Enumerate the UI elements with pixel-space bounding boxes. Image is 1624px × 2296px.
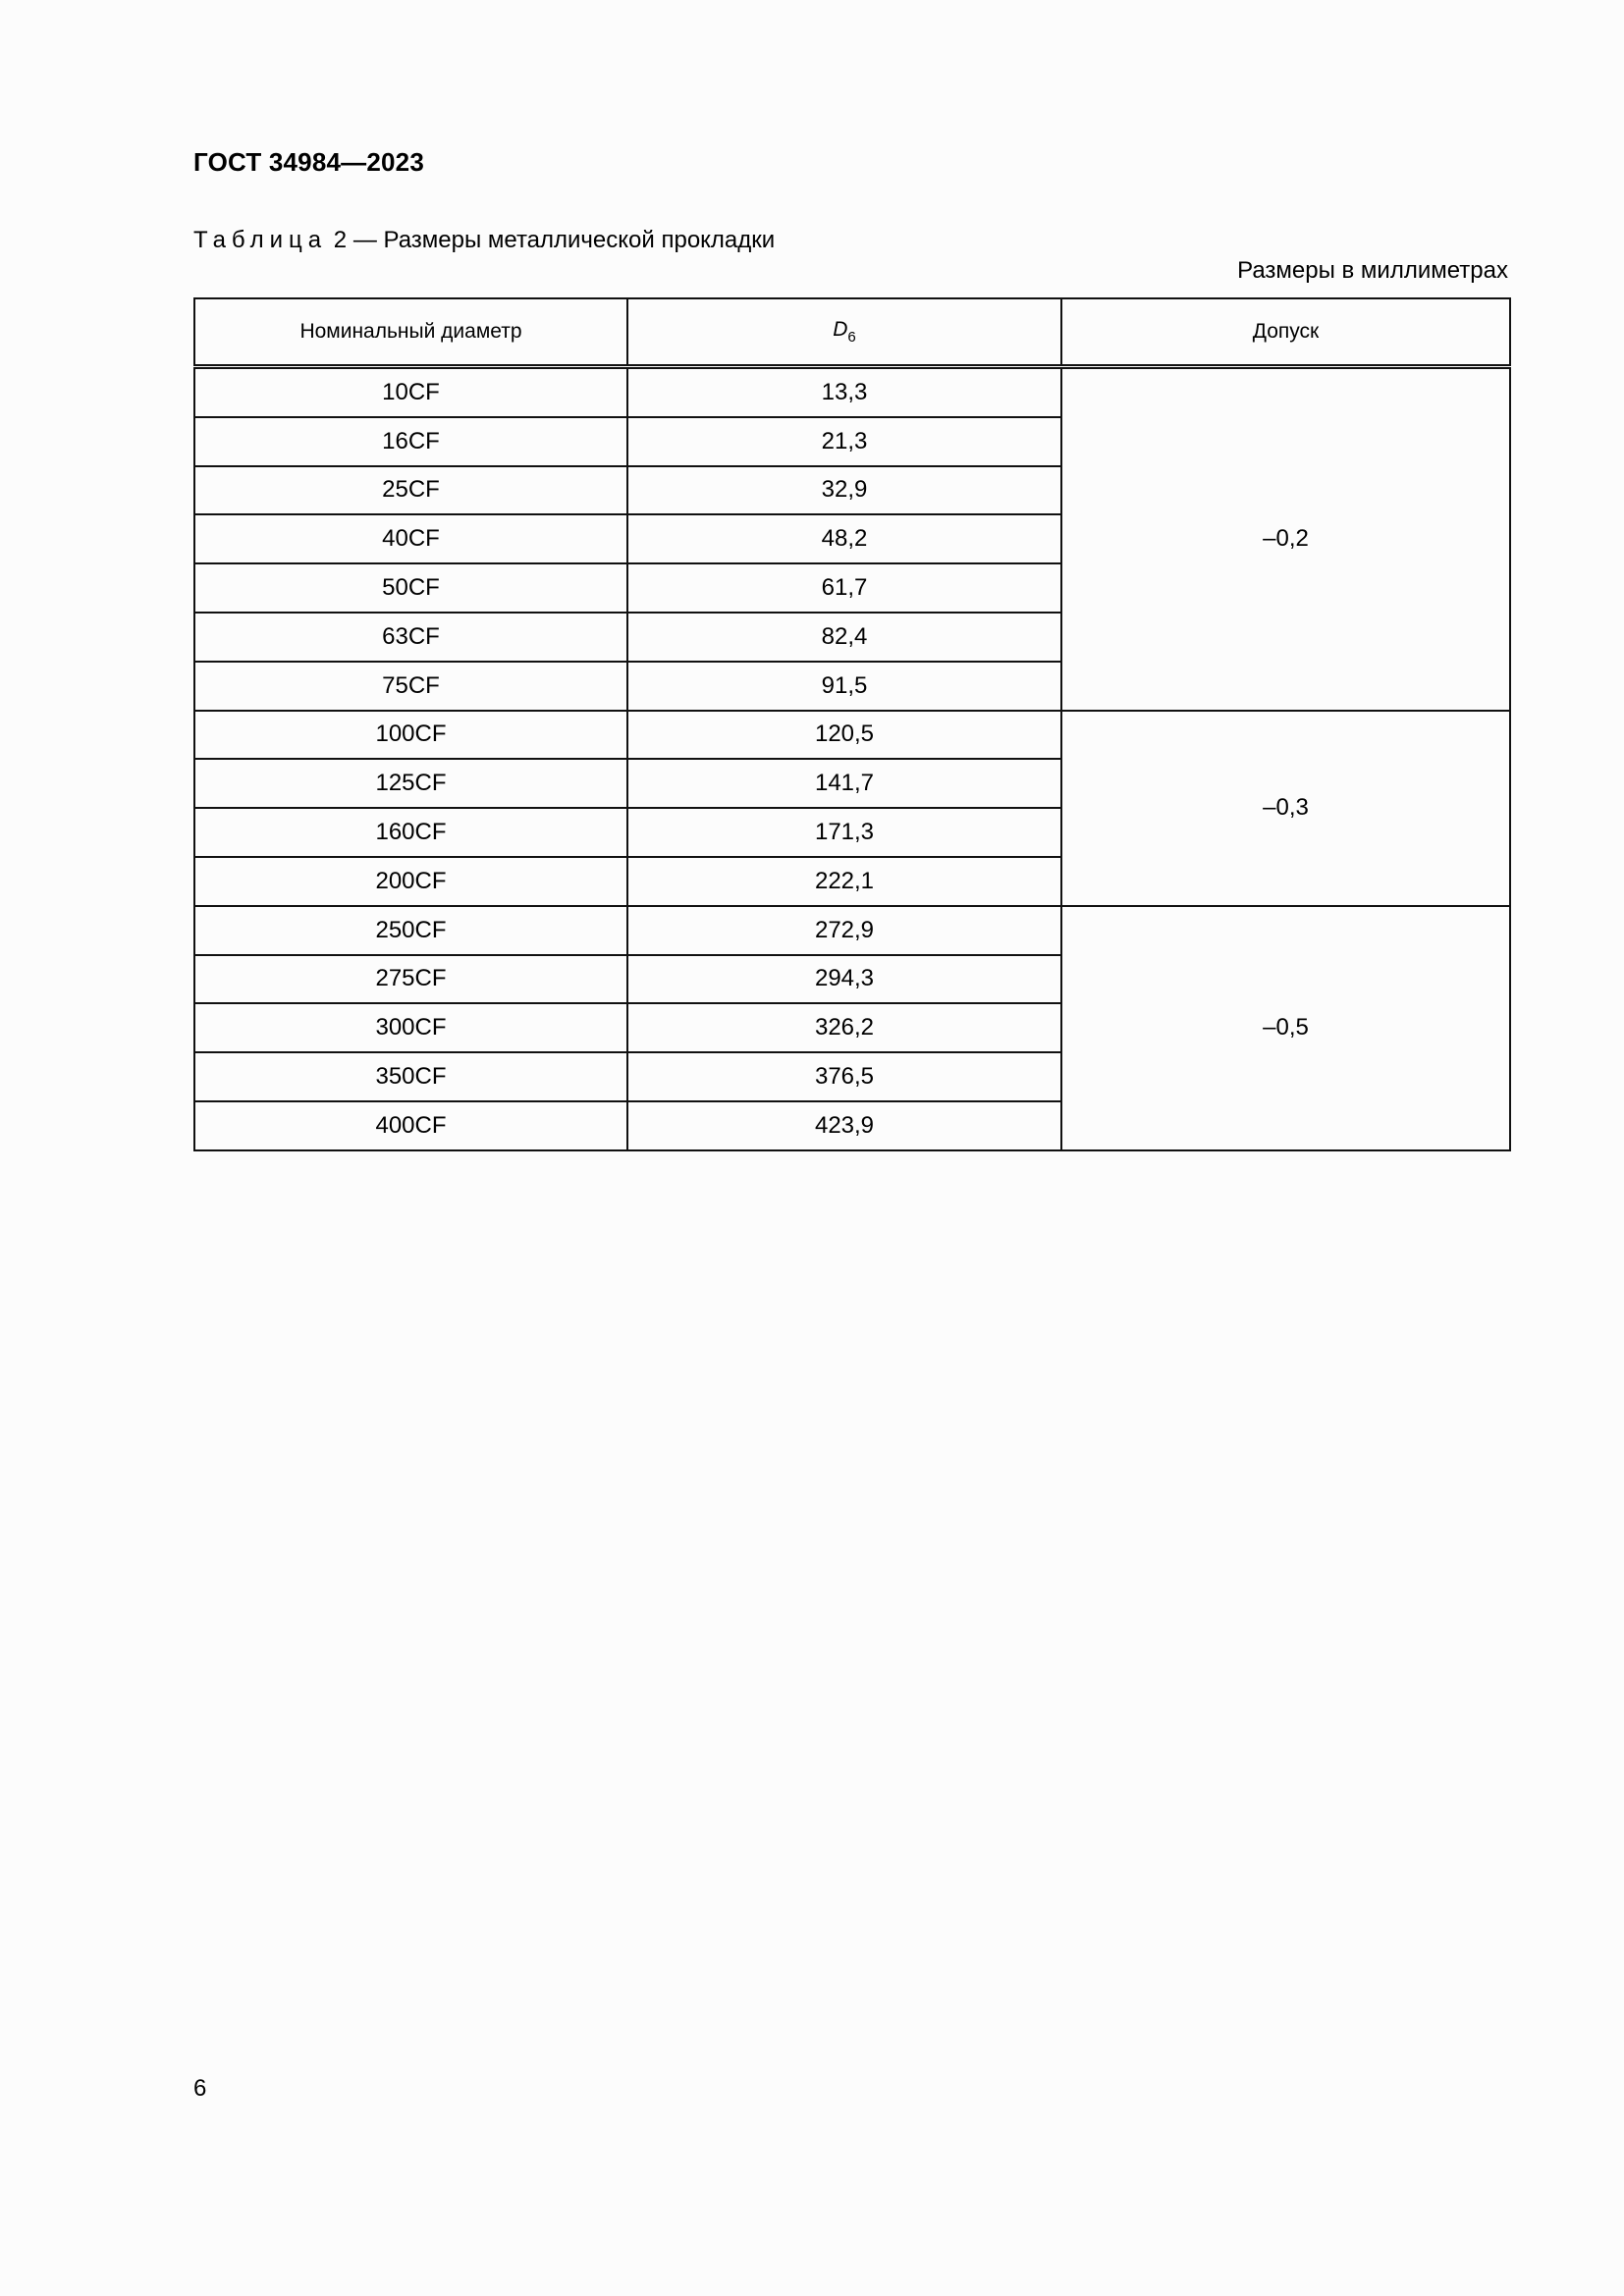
nominal-diameter-cell: 100CF: [194, 711, 627, 760]
d6-cell: 222,1: [627, 857, 1061, 906]
table-body: [194, 367, 1510, 1150]
nominal-diameter-cell: 250CF: [194, 906, 627, 955]
d6-cell: 21,3: [627, 417, 1061, 466]
d6-cell: 48,2: [627, 514, 1061, 563]
caption-title: Размеры металлической прокладки: [383, 227, 776, 253]
nominal-diameter-cell: 63CF: [194, 613, 627, 662]
table-row: [194, 367, 1510, 417]
header-nominal-diameter: Номинальный диаметр: [194, 298, 627, 367]
nominal-diameter-cell: 200CF: [194, 857, 627, 906]
caption-dash: —: [352, 227, 377, 253]
d6-cell: 423,9: [627, 1101, 1061, 1150]
d6-cell: 294,3: [627, 955, 1061, 1004]
caption-label: Таблица: [193, 227, 328, 253]
nominal-diameter-cell: 75CF: [194, 662, 627, 711]
d6-cell: 326,2: [627, 1003, 1061, 1052]
header-tolerance: Допуск: [1061, 298, 1510, 367]
table-row: [194, 711, 1510, 760]
tolerance-cell: –0,2: [1061, 367, 1510, 711]
header-d6-subscript: 6: [847, 329, 856, 346]
header-d6-symbol: D: [833, 318, 848, 341]
d6-cell: 32,9: [627, 466, 1061, 515]
table-header-row: [194, 298, 1510, 367]
nominal-diameter-cell: 16CF: [194, 417, 627, 466]
d6-cell: 13,3: [627, 367, 1061, 417]
nominal-diameter-cell: 50CF: [194, 563, 627, 613]
d6-cell: 91,5: [627, 662, 1061, 711]
d6-cell: 120,5: [627, 711, 1061, 760]
page-number: 6: [193, 2075, 207, 2102]
tolerance-cell: –0,5: [1061, 906, 1510, 1150]
d6-cell: 376,5: [627, 1052, 1061, 1101]
nominal-diameter-cell: 400CF: [194, 1101, 627, 1150]
nominal-diameter-cell: 40CF: [194, 514, 627, 563]
nominal-diameter-cell: 350CF: [194, 1052, 627, 1101]
nominal-diameter-cell: 25CF: [194, 466, 627, 515]
nominal-diameter-cell: 160CF: [194, 808, 627, 857]
header-d6: [627, 298, 1061, 367]
units-note: Размеры в миллиметрах: [1237, 257, 1508, 284]
dimensions-table: [193, 297, 1509, 1151]
caption-number: 2: [333, 227, 348, 253]
table-row: [194, 906, 1510, 955]
nominal-diameter-cell: 300CF: [194, 1003, 627, 1052]
table-caption: [193, 227, 775, 254]
d6-cell: 171,3: [627, 808, 1061, 857]
document-id: ГОСТ 34984—2023: [193, 147, 424, 177]
d6-cell: 141,7: [627, 759, 1061, 808]
d6-cell: 82,4: [627, 613, 1061, 662]
nominal-diameter-cell: 125CF: [194, 759, 627, 808]
d6-cell: 61,7: [627, 563, 1061, 613]
d6-cell: 272,9: [627, 906, 1061, 955]
nominal-diameter-cell: 275CF: [194, 955, 627, 1004]
tolerance-cell: –0,3: [1061, 711, 1510, 906]
nominal-diameter-cell: 10CF: [194, 367, 627, 417]
